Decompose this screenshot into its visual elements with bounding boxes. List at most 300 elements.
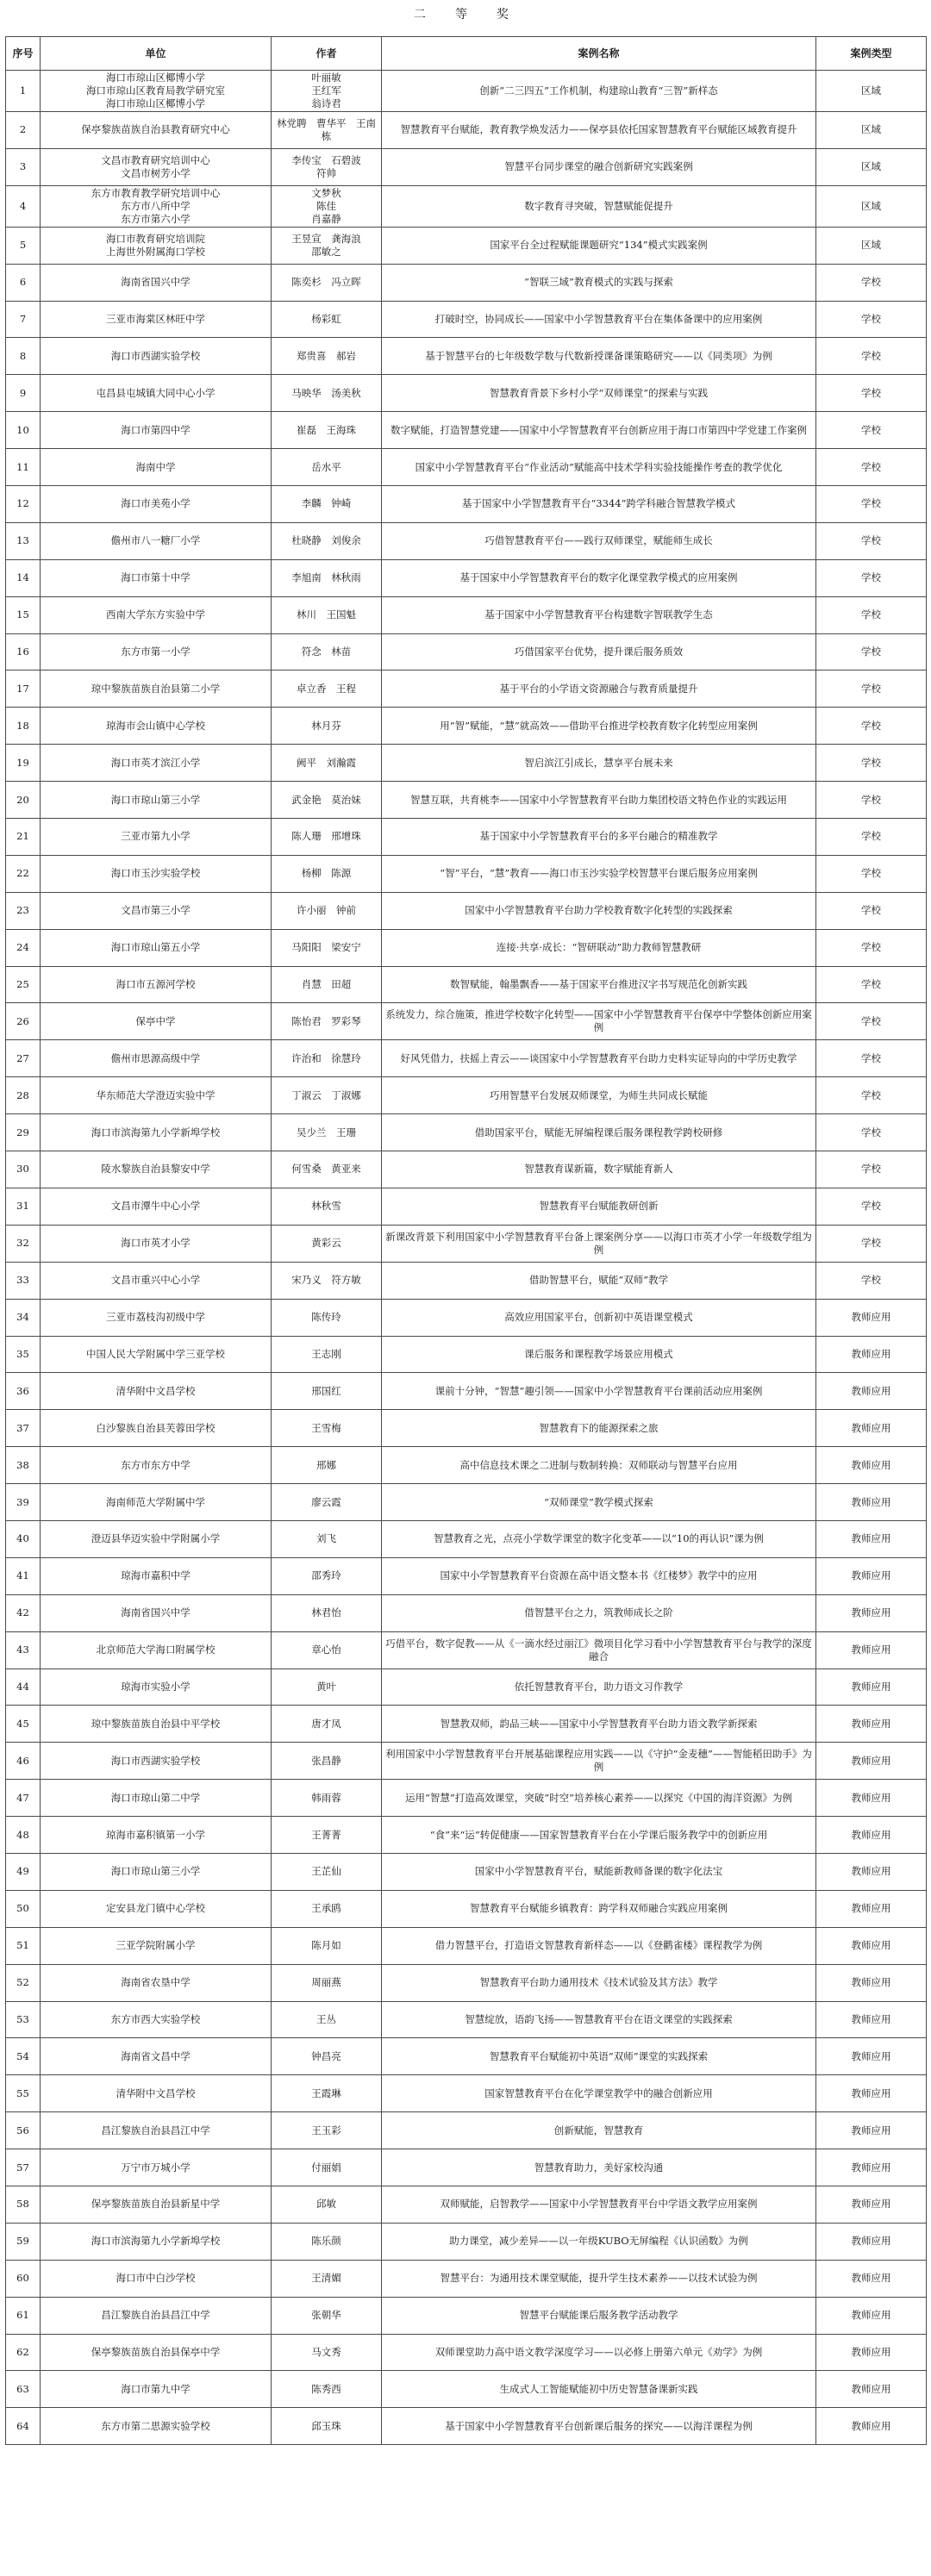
cell-case-type: 教师应用	[816, 1373, 927, 1410]
cell-case-name: 巧借平台，数字促教——从《一滴水经过丽江》微项目化学习看中小学智慧教育平台与教学的深度融合	[382, 1631, 816, 1668]
unit-line: 中国人民大学附属中学三亚学校	[86, 1347, 225, 1360]
cell-author	[272, 1484, 382, 1521]
unit-line: 屯昌县屯城镇大同中心小学	[96, 386, 216, 399]
table-row	[6, 892, 927, 929]
unit-line: 海口市美苑小学	[121, 497, 191, 510]
unit-line: 海口市滨海第九小学新埠学校	[91, 2235, 221, 2248]
author-line: 钟昌亮	[311, 2049, 341, 2062]
cell-author	[272, 929, 382, 966]
cell-author	[272, 1853, 382, 1890]
author-line: 林月芬	[311, 719, 341, 732]
cell-case-type: 教师应用	[816, 2408, 927, 2445]
table-row	[6, 1299, 927, 1336]
cell-author	[272, 2149, 382, 2186]
cell-author	[272, 1668, 382, 1706]
table-row	[6, 185, 927, 227]
author-line: 符帅	[316, 166, 336, 179]
cell-unit	[41, 1151, 272, 1188]
author-line: 杨彩虹	[311, 313, 341, 325]
cell-unit	[41, 633, 272, 671]
cell-case-type: 学校	[816, 633, 927, 671]
cell-case-name: 智慧教育平台助力通用技术《技术试验及其方法》教学	[382, 1964, 816, 2001]
cell-unit	[41, 1003, 272, 1040]
unit-line: 海口市五源河学校	[116, 978, 196, 991]
table-row	[6, 2408, 927, 2445]
cell-case-name: 借助智慧平台，赋能“双师”教学	[382, 1262, 816, 1299]
cell-case-type: 区域	[816, 112, 927, 149]
author-line: 郑贵喜 郝岩	[297, 349, 356, 362]
author-line: 文梦秋	[311, 186, 341, 199]
cell-unit	[41, 1520, 272, 1557]
unit-line: 海口市琼山第二中学	[110, 1791, 201, 1804]
unit-line: 文昌市树芳小学	[121, 166, 191, 179]
cell-number: 16	[6, 633, 41, 671]
cell-author	[272, 1373, 382, 1410]
cell-number: 22	[6, 855, 41, 892]
author-line: 王玉彩	[311, 2124, 341, 2136]
cell-number: 38	[6, 1447, 41, 1484]
cell-unit	[41, 1706, 272, 1743]
unit-line: 东方市教育教学研究培训中心	[91, 186, 221, 199]
table-row	[6, 1484, 927, 1521]
cell-case-type: 教师应用	[816, 2075, 927, 2112]
table-row	[6, 522, 927, 559]
cell-unit	[41, 71, 272, 112]
cell-author	[272, 1927, 382, 1964]
cell-case-name: 智启滨江引成长，慧享平台展未来	[382, 745, 816, 782]
cell-case-name: 打破时空，协同成长——国家中小学智慧教育平台在集体备课中的应用案例	[382, 301, 816, 338]
author-line: 吴少兰 王珊	[297, 1126, 356, 1138]
cell-number: 60	[6, 2260, 41, 2297]
cell-number: 61	[6, 2297, 41, 2334]
cell-author	[272, 227, 382, 264]
cell-number: 28	[6, 1077, 41, 1114]
table-row	[6, 1003, 927, 1040]
table-row	[6, 1706, 927, 1743]
cell-case-type: 教师应用	[816, 1890, 927, 1927]
cell-number: 1	[6, 71, 41, 112]
author-line: 马映华 汤美秋	[291, 386, 361, 399]
header-number: 序号	[6, 37, 41, 71]
cell-author	[272, 264, 382, 301]
unit-line: 昌江黎族自治县昌江中学	[101, 2124, 210, 2136]
unit-line: 西南大学东方实验中学	[106, 608, 205, 621]
cell-case-name: 智慧平台：为通用技术课堂赋能，提升学生技术素养——以技术试验为例	[382, 2260, 816, 2297]
cell-author	[272, 1003, 382, 1040]
cell-author	[272, 1890, 382, 1927]
cell-case-name: 课前十分钟，“智慧”趣引领——国家中小学智慧教育平台课前活动应用案例	[382, 1373, 816, 1410]
unit-line: 琼海市会山镇中心学校	[106, 719, 205, 732]
award-table	[5, 36, 927, 2445]
cell-case-type: 教师应用	[816, 1964, 927, 2001]
cell-unit	[41, 2075, 272, 2112]
cell-unit	[41, 1336, 272, 1373]
table-row	[6, 596, 927, 633]
cell-unit	[41, 2297, 272, 2334]
cell-case-type: 学校	[816, 782, 927, 819]
cell-case-type: 学校	[816, 338, 927, 375]
cell-case-name: 基于国家中小学智慧教育平台的数字化课堂教学模式的应用案例	[382, 559, 816, 596]
cell-unit	[41, 708, 272, 745]
cell-case-type: 教师应用	[816, 1336, 927, 1373]
cell-case-type: 学校	[816, 264, 927, 301]
cell-unit	[41, 1077, 272, 1114]
cell-number: 64	[6, 2408, 41, 2445]
cell-author	[272, 1594, 382, 1631]
table-row	[6, 148, 927, 185]
cell-case-name: 高效应用国家平台，创新初中英语课堂模式	[382, 1299, 816, 1336]
cell-unit	[41, 1780, 272, 1817]
author-line: 陈人珊 邢增珠	[291, 830, 361, 843]
cell-case-name: 基于国家中小学智慧教育平台“3344”跨学科融合智慧教学模式	[382, 486, 816, 523]
cell-case-name: 依托智慧教育平台，助力语文习作教学	[382, 1668, 816, 1706]
cell-author	[272, 1262, 382, 1299]
author-line: 马文秀	[311, 2345, 341, 2358]
cell-author	[272, 596, 382, 633]
cell-case-name: 智慧教育平台赋能教研创新	[382, 1188, 816, 1225]
cell-author	[272, 1631, 382, 1668]
table-row	[6, 1040, 927, 1077]
author-line: 林川 王国魁	[297, 608, 356, 621]
cell-case-name: 助力课堂，减少差异——以一年级KUBO无屏编程《认识函数》为例	[382, 2223, 816, 2260]
table-row	[6, 1557, 927, 1594]
cell-unit	[41, 1447, 272, 1484]
table-row	[6, 745, 927, 782]
author-line: 王霞琳	[311, 2086, 341, 2099]
table-row	[6, 71, 927, 112]
cell-unit	[41, 2260, 272, 2297]
cell-unit	[41, 745, 272, 782]
author-line: 陈乐颜	[311, 2235, 341, 2248]
cell-number: 59	[6, 2223, 41, 2260]
cell-number: 47	[6, 1780, 41, 1817]
cell-number: 14	[6, 559, 41, 596]
cell-case-name: 智慧教育平台赋能初中英语“双师”课堂的实践探索	[382, 2038, 816, 2075]
cell-author	[272, 819, 382, 856]
cell-case-name: 新课改背景下利用国家中小学智慧教育平台备上课案例分享——以海口市英才小学一年级数学组为例	[382, 1225, 816, 1262]
table-row	[6, 1668, 927, 1706]
unit-line: 清华附中文昌学校	[116, 2086, 196, 2099]
table-row	[6, 782, 927, 819]
cell-case-name: 基于平台的小学语文资源融合与教育质量提升	[382, 671, 816, 708]
cell-number: 19	[6, 745, 41, 782]
author-line: 林秋雪	[311, 1200, 341, 1213]
cell-number: 7	[6, 301, 41, 338]
cell-case-name: “食”来“运”转促健康——国家智慧教育平台在小学课后服务教学中的创新应用	[382, 1817, 816, 1854]
cell-case-name: 基于国家中小学智慧教育平台的多平台融合的精准教学	[382, 819, 816, 856]
unit-line: 海口市琼山第五小学	[110, 941, 201, 954]
unit-line: 海口市琼山第三小学	[110, 793, 201, 806]
cell-unit	[41, 819, 272, 856]
cell-case-name: 智慧平台赋能课后服务教学活动教学	[382, 2297, 816, 2334]
cell-author	[272, 2186, 382, 2223]
cell-number: 51	[6, 1927, 41, 1964]
cell-unit	[41, 1484, 272, 1521]
cell-case-name: 国家中小学智慧教育平台“作业活动”赋能高中技术学科实验技能操作考查的教学优化	[382, 449, 816, 486]
cell-author	[272, 1225, 382, 1262]
unit-line: 海口市英才小学	[121, 1237, 191, 1250]
cell-unit	[41, 412, 272, 449]
cell-number: 35	[6, 1336, 41, 1373]
table-row	[6, 1151, 927, 1188]
cell-case-type: 教师应用	[816, 2371, 927, 2408]
cell-unit	[41, 1040, 272, 1077]
unit-line: 东方市第六小学	[121, 212, 191, 225]
cell-case-type: 教师应用	[816, 1743, 927, 1780]
cell-unit	[41, 1557, 272, 1594]
author-line: 何雪桑 黄亚来	[291, 1163, 361, 1176]
cell-author	[272, 1114, 382, 1151]
cell-author	[272, 522, 382, 559]
table-row	[6, 375, 927, 412]
author-line: 肖慧 田超	[301, 978, 352, 991]
cell-number: 52	[6, 1964, 41, 2001]
unit-line: 儋州市思源高级中学	[110, 1051, 201, 1064]
author-line: 王雪梅	[311, 1421, 341, 1434]
unit-line: 清华附中文昌学校	[116, 1384, 196, 1397]
cell-case-type: 教师应用	[816, 1520, 927, 1557]
author-line: 许小丽 钟前	[297, 904, 356, 917]
cell-number: 40	[6, 1520, 41, 1557]
unit-line: 海口市琼山区教育局教学研究室	[86, 84, 225, 97]
author-line: 张昌静	[311, 1754, 341, 1767]
cell-unit	[41, 1594, 272, 1631]
cell-case-name: 智慧教育背景下乡村小学“双师课堂”的探索与实践	[382, 375, 816, 412]
cell-number: 23	[6, 892, 41, 929]
cell-author	[272, 1706, 382, 1743]
unit-line: 海南省国兴中学	[121, 1606, 191, 1619]
unit-line: 保亭黎族苗族自治县教育研究中心	[81, 123, 230, 136]
table-row	[6, 1927, 927, 1964]
cell-unit	[41, 1631, 272, 1668]
cell-unit	[41, 2371, 272, 2408]
cell-case-name: 巧用智慧平台发展双师课堂，为师生共同成长赋能	[382, 1077, 816, 1114]
author-line: 陈怡君 罗彩琴	[291, 1014, 361, 1027]
cell-number: 13	[6, 522, 41, 559]
unit-line: 海南省农垦中学	[121, 1976, 191, 1989]
author-line: 邢娜	[316, 1458, 336, 1471]
cell-case-type: 教师应用	[816, 1817, 927, 1854]
table-row	[6, 227, 927, 264]
author-line: 李麟 钟崎	[301, 497, 352, 510]
author-line: 武金艳 莫治妹	[291, 793, 361, 806]
cell-number: 25	[6, 966, 41, 1003]
cell-author	[272, 559, 382, 596]
cell-case-name: 智慧教育谋新篇，数字赋能育新人	[382, 1151, 816, 1188]
cell-case-name: 智慧教育平台赋能乡镇教育：跨学科双师融合实践应用案例	[382, 1890, 816, 1927]
cell-case-type: 学校	[816, 819, 927, 856]
unit-line: 三亚市荔枝沟初级中学	[106, 1311, 205, 1324]
table-row	[6, 1188, 927, 1225]
cell-author	[272, 1040, 382, 1077]
cell-case-type: 教师应用	[816, 1299, 927, 1336]
unit-line: 三亚学院附属小学	[116, 1939, 196, 1952]
cell-case-type: 教师应用	[816, 2038, 927, 2075]
author-line: 廖云霞	[311, 1495, 341, 1508]
table-row	[6, 2186, 927, 2223]
author-line: 黄叶	[316, 1680, 336, 1693]
cell-number: 27	[6, 1040, 41, 1077]
cell-case-name: 运用“智慧”打造高效课堂，突破“时空”培养核心素养——以探究《中国的海洋资源》为例	[382, 1780, 816, 1817]
table-header-row	[6, 37, 927, 71]
cell-number: 17	[6, 671, 41, 708]
cell-author	[272, 1557, 382, 1594]
cell-case-type: 教师应用	[816, 2223, 927, 2260]
unit-line: 海口市琼山区椰博小学	[106, 72, 205, 84]
unit-line: 琼中黎族苗族自治县第二小学	[91, 682, 221, 695]
cell-author	[272, 2334, 382, 2371]
table-body	[6, 71, 927, 2445]
cell-author	[272, 2223, 382, 2260]
table-row	[6, 929, 927, 966]
author-line: 肖嘉静	[311, 212, 341, 225]
unit-line: 海口市教育研究培训院	[106, 232, 205, 245]
cell-case-type: 学校	[816, 1151, 927, 1188]
unit-line: 万宁市万城小学	[121, 2161, 191, 2174]
author-line: 张朝华	[311, 2309, 341, 2322]
table-row	[6, 1520, 927, 1557]
cell-unit	[41, 2223, 272, 2260]
cell-case-type: 学校	[816, 412, 927, 449]
cell-author	[272, 1447, 382, 1484]
table-row	[6, 1853, 927, 1890]
author-line: 符念 林苗	[301, 646, 352, 658]
cell-case-name: 巧借智慧教育平台——践行双师课堂，赋能师生成长	[382, 522, 816, 559]
cell-author	[272, 2260, 382, 2297]
unit-line: 东方市第二思源实验学校	[101, 2419, 210, 2432]
cell-case-type: 学校	[816, 745, 927, 782]
unit-line: 北京师范大学海口附属学校	[96, 1644, 216, 1656]
cell-number: 11	[6, 449, 41, 486]
cell-unit	[41, 2408, 272, 2445]
unit-line: 陵水黎族自治县黎安中学	[101, 1163, 210, 1176]
author-line: 章心怡	[311, 1644, 341, 1656]
unit-line: 海南省文昌中学	[121, 2049, 191, 2062]
table-row	[6, 2112, 927, 2149]
table-row	[6, 633, 927, 671]
cell-number: 36	[6, 1373, 41, 1410]
author-line: 邵敏之	[311, 245, 341, 258]
cell-number: 50	[6, 1890, 41, 1927]
cell-number: 57	[6, 2149, 41, 2186]
unit-line: 海口市第四中学	[121, 423, 191, 436]
author-line: 叶丽敏	[311, 72, 341, 84]
unit-line: 海口市英才滨江小学	[110, 756, 201, 769]
cell-case-name: 双师赋能，启智教学——国家中小学智慧教育平台中学语文教学应用案例	[382, 2186, 816, 2223]
cell-author	[272, 301, 382, 338]
cell-case-name: 好风凭借力，扶摇上青云——谈国家中小学智慧教育平台助力史料实证导向的中学历史教学	[382, 1040, 816, 1077]
cell-unit	[41, 2334, 272, 2371]
table-row	[6, 708, 927, 745]
cell-unit	[41, 375, 272, 412]
table-row	[6, 2038, 927, 2075]
cell-case-type: 学校	[816, 671, 927, 708]
cell-case-type: 教师应用	[816, 1927, 927, 1964]
author-line: 翁诗君	[311, 97, 341, 109]
cell-number: 24	[6, 929, 41, 966]
cell-unit	[41, 1964, 272, 2001]
cell-number: 63	[6, 2371, 41, 2408]
unit-line: 儋州市八一糖厂小学	[110, 534, 201, 547]
table-row	[6, 1890, 927, 1927]
cell-number: 46	[6, 1743, 41, 1780]
cell-unit	[41, 1853, 272, 1890]
author-line: 王丛	[316, 2012, 336, 2025]
cell-author	[272, 2075, 382, 2112]
cell-case-type: 学校	[816, 449, 927, 486]
unit-line: 海南省国兴中学	[121, 276, 191, 289]
cell-case-name: 高中信息技术课之二进制与数制转换：双师联动与智慧平台应用	[382, 1447, 816, 1484]
cell-case-name: 生成式人工智能赋能初中历史智慧备课新实践	[382, 2371, 816, 2408]
cell-unit	[41, 596, 272, 633]
unit-line: 保亭中学	[135, 1014, 176, 1027]
table-row	[6, 486, 927, 523]
author-line: 王芷仙	[311, 1865, 341, 1878]
cell-case-type: 学校	[816, 486, 927, 523]
author-line: 林党聘 曹华平 王南栋	[277, 116, 376, 142]
cell-number: 32	[6, 1225, 41, 1262]
unit-line: 海口市第九中学	[121, 2382, 191, 2395]
unit-line: 澄迈县华迈实验中学附属小学	[91, 1532, 221, 1545]
cell-case-name: 基于国家中小学智慧教育平台创新课后服务的探究——以海洋课程为例	[382, 2408, 816, 2445]
author-line: 韩雨蓉	[311, 1791, 341, 1804]
cell-case-name: 国家中小学智慧教育平台，赋能新教师备课的数字化法宝	[382, 1853, 816, 1890]
cell-unit	[41, 1114, 272, 1151]
cell-number: 30	[6, 1151, 41, 1188]
cell-author	[272, 185, 382, 227]
cell-case-name: 智慧教育平台赋能，教育教学焕发活力——保亭县依托国家智慧教育平台赋能区域教育提升	[382, 112, 816, 149]
cell-author	[272, 375, 382, 412]
header-author: 作者	[272, 37, 382, 71]
unit-line: 东方市八所中学	[121, 199, 191, 212]
table-row	[6, 2223, 927, 2260]
cell-case-name: “智”平台，“慧”教育——海口市玉沙实验学校智慧平台课后服务应用案例	[382, 855, 816, 892]
unit-line: 海口市西湖实验学校	[110, 1754, 201, 1767]
cell-author	[272, 148, 382, 185]
table-row	[6, 2334, 927, 2371]
cell-author	[272, 708, 382, 745]
unit-line: 华东师范大学澄迈实验中学	[96, 1088, 216, 1101]
table-row	[6, 264, 927, 301]
unit-line: 海口市西湖实验学校	[110, 349, 201, 362]
cell-author	[272, 1964, 382, 2001]
author-line: 陈秀西	[311, 2382, 341, 2395]
cell-case-type: 学校	[816, 1114, 927, 1151]
cell-author	[272, 2038, 382, 2075]
cell-case-type: 学校	[816, 1077, 927, 1114]
unit-line: 三亚市海棠区林旺中学	[106, 313, 205, 325]
unit-line: 海口市第十中学	[121, 571, 191, 584]
cell-case-type: 学校	[816, 1262, 927, 1299]
author-line: 许治和 徐慧玲	[291, 1051, 361, 1064]
header-case-type: 案例类型	[816, 37, 927, 71]
cell-case-name: 智慧教育之光，点亮小学数学课堂的数字化变革——以“10的再认识”课为例	[382, 1520, 816, 1557]
cell-unit	[41, 559, 272, 596]
author-line: 邢国红	[311, 1384, 341, 1397]
cell-number: 62	[6, 2334, 41, 2371]
author-line: 卓立香 王程	[297, 682, 356, 695]
unit-line: 白沙黎族自治县芙蓉田学校	[96, 1421, 216, 1434]
cell-case-name: 数字赋能，打造智慧党建——国家中小学智慧教育平台创新应用于海口市第四中学党建工作案例	[382, 412, 816, 449]
cell-number: 44	[6, 1668, 41, 1706]
cell-case-name: 智慧教育下的能源探索之旅	[382, 1410, 816, 1447]
table-row	[6, 1817, 927, 1854]
table-row	[6, 1336, 927, 1373]
cell-case-type: 教师应用	[816, 1631, 927, 1668]
table-row	[6, 449, 927, 486]
cell-case-type: 区域	[816, 185, 927, 227]
cell-number: 37	[6, 1410, 41, 1447]
